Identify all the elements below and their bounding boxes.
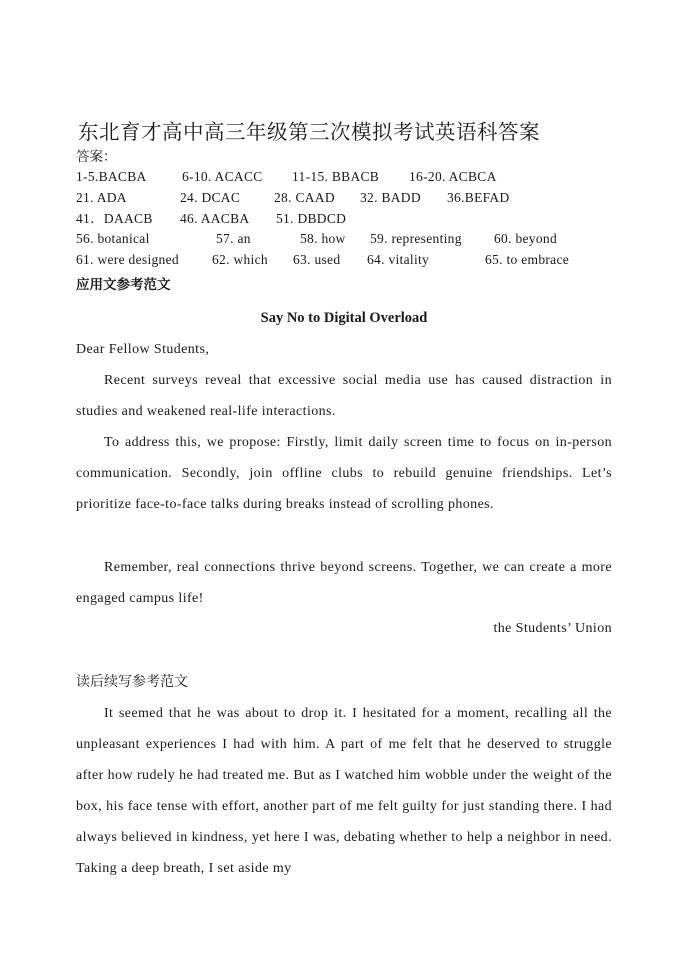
section-heading-continuation: 读后续写参考范文 [76,674,188,690]
essay-title: Say No to Digital Overload [260,310,428,326]
essay-paragraph: To address this, we propose: Firstly, limit daily screen time to focus on in-person communication. Secondly, join offline clubs to rebuild genuine friendships. Let’s prioritize face-to-face talks during breaks instead of scrolling phones. [76,435,612,512]
continuation-paragraph: It seemed that he was about to drop it. I hesitated for a moment, recalling all the unpleasant experiences I had with him. A part of me felt that he deserved to struggle after how rudely he had treated me. But as I watched him wobble under the weight of the box, his face tense with effort, another part of me felt guilty for just standing there. I had always believed in kindness, yet here I was, debating whether to help a neighbor in need. Taking a deep breath, I set aside my [76,706,612,876]
answer-item: 63. used [293,252,341,267]
answer-item: 32. BADD [360,190,421,205]
essay-paragraph: Remember, real connections thrive beyond screens. Together, we can create a more engaged campus life! [76,560,612,606]
answer-item: 28. CAAD [274,190,335,205]
essay-greeting: Dear Fellow Students, [76,342,210,357]
answer-item: 59. representing [370,231,462,246]
answer-item: 41．DAACB [76,211,153,226]
answer-item: 21. ADA [76,190,127,205]
answer-item: 46. AACBA [180,211,250,226]
answer-item: 60. beyond [494,231,557,246]
answer-item: 61. were designed [76,252,179,267]
essay-paragraph: Recent surveys reveal that excessive social media use has caused distraction in studies and weakened real-life interactions. [76,373,612,419]
answer-item: 24. DCAC [180,190,241,205]
answer-item: 57. an [216,231,251,246]
answer-item: 56. botanical [76,231,150,246]
answer-item: 64. vitality [367,252,430,267]
answer-item: 51. DBDCD [276,211,347,226]
answer-item: 36.BEFAD [447,190,510,205]
essay-signature: the Students’ Union [493,621,612,636]
answer-item: 62. which [212,252,268,267]
answer-item: 58. how [300,231,346,246]
answer-item: 6-10. ACACC [182,169,263,184]
document-title: 东北育才高中高三年级第三次模拟考试英语科答案 [78,120,540,144]
answer-item: 65. to embrace [485,252,570,267]
answers-label: 答案： [76,149,117,165]
answer-item: 1-5.BACBA [76,169,147,184]
answer-item: 16-20. ACBCA [409,169,497,184]
answer-item: 11-15. BBACB [292,169,380,184]
section-heading-writing: 应用文参考范文 [76,277,171,293]
